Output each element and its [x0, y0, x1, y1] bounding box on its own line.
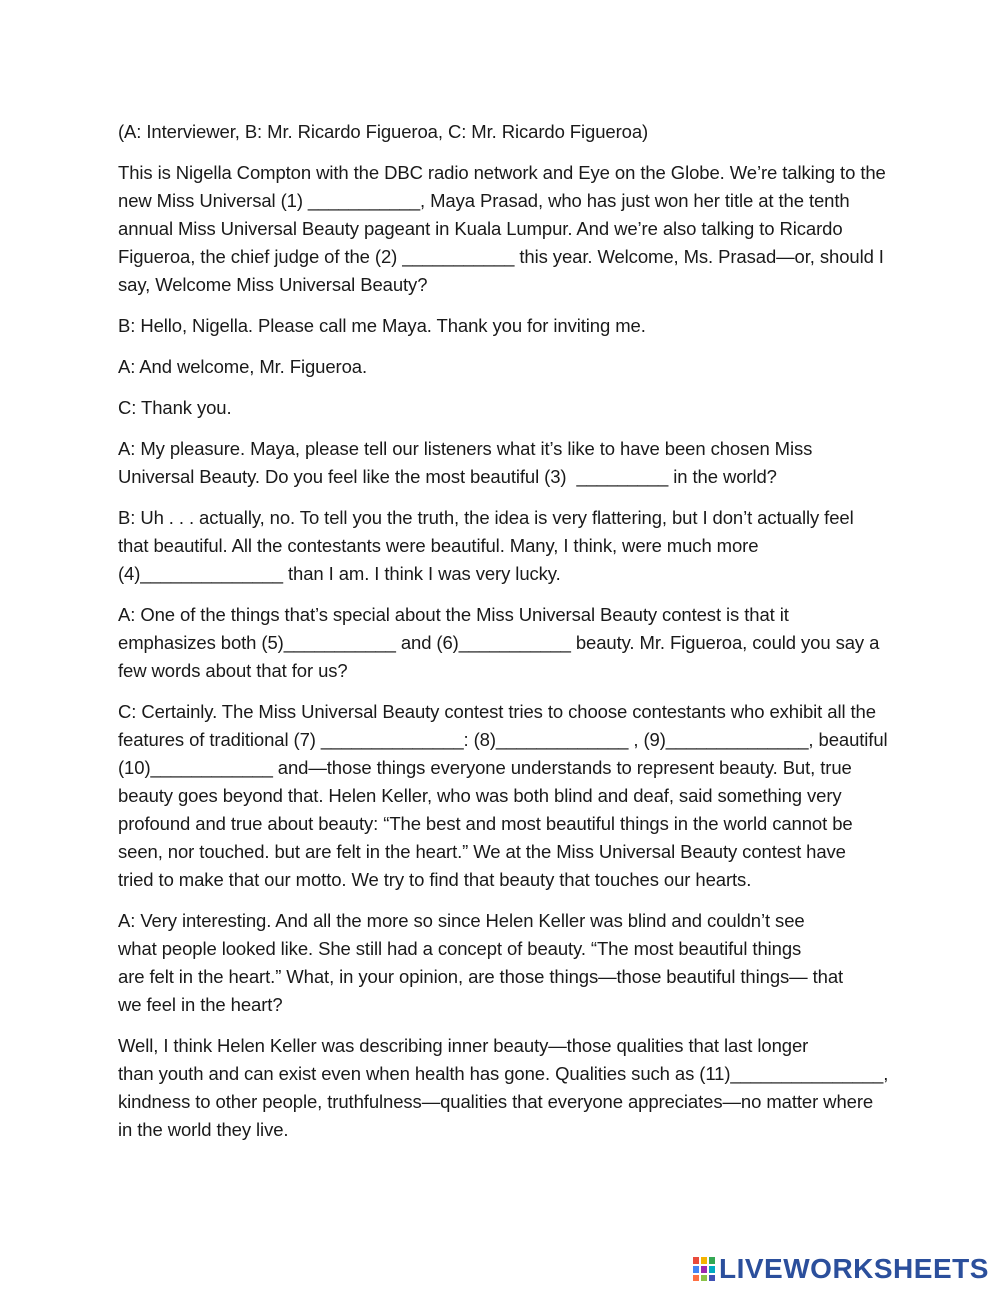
liveworksheets-logo-icon: [693, 1257, 715, 1281]
liveworksheets-logo[interactable]: [693, 1252, 989, 1286]
text-line: annual Miss Universal Beauty pageant in Kuala Lumpur. And we’re also talking to Ricardo: [118, 218, 843, 239]
text-line: A: One of the things that’s special about the Miss Universal Beauty contest is that it: [118, 604, 789, 625]
text-line: A: Very interesting. And all the more so since Helen Keller was blind and couldn’t see: [118, 910, 805, 931]
text-line: Figueroa, the chief judge of the (2) ___________ this year. Welcome, Ms. Prasad—or, should I: [118, 246, 884, 267]
paragraph: [118, 698, 938, 894]
text-line: emphasizes both (5)___________ and (6)___________ beauty. Mr. Figueroa, could you say a: [118, 632, 880, 653]
text-line: seen, nor touched. but are felt in the heart.” We at the Miss Universal Beauty contest have: [118, 841, 846, 862]
text-line: B: Uh . . . actually, no. To tell you the truth, the idea is very flattering, but I don’t actually feel: [118, 507, 854, 528]
paragraph: [118, 353, 938, 381]
text-line: that beautiful. All the contestants were beautiful. Many, I think, were much more: [118, 535, 759, 556]
text-line: features of traditional (7) ______________: (8)_____________ , (9)______________, beautiful: [118, 729, 888, 750]
text-line: A: My pleasure. Maya, please tell our listeners what it’s like to have been chosen Miss: [118, 438, 813, 459]
logo-wordmark: LIVEWORKSHEETS: [719, 1253, 989, 1284]
text-line: (10)____________ and—those things everyone understands to represent beauty. But, true: [118, 757, 852, 778]
text-line: A: And welcome, Mr. Figueroa.: [118, 356, 368, 377]
text-line: (A: Interviewer, B: Mr. Ricardo Figueroa, C: Mr. Ricardo Figueroa): [118, 121, 649, 142]
text-line: in the world they live.: [118, 1119, 289, 1140]
paragraph: [118, 435, 938, 491]
text-line: (4)______________ than I am. I think I was very lucky.: [118, 563, 561, 584]
text-line: C: Certainly. The Miss Universal Beauty contest tries to choose contestants who exhibit all the: [118, 701, 876, 722]
text-line: Universal Beauty. Do you feel like the most beautiful (3) _________ in the world?: [118, 466, 777, 487]
text-line: what people looked like. She still had a concept of beauty. “The most beautiful things: [118, 938, 802, 959]
paragraph: [118, 1032, 938, 1144]
text-line: tried to make that our motto. We try to find that beauty that touches our hearts.: [118, 869, 752, 890]
text-line: profound and true about beauty: “The best and most beautiful things in the world cannot be: [118, 813, 853, 834]
text-line: are felt in the heart.” What, in your opinion, are those things—those beautiful things— that: [118, 966, 844, 987]
text-line: C: Thank you.: [118, 397, 232, 418]
paragraph: [118, 118, 938, 146]
text-line: few words about that for us?: [118, 660, 348, 681]
paragraph: [118, 394, 938, 422]
paragraph: [118, 312, 938, 340]
paragraph: [118, 907, 938, 1019]
text-line: Well, I think Helen Keller was describing inner beauty—those qualities that last longer: [118, 1035, 809, 1056]
text-line: than youth and can exist even when health has gone. Qualities such as (11)_______________,: [118, 1063, 889, 1084]
text-line: new Miss Universal (1) ___________, Maya Prasad, who has just won her title at the tenth: [118, 190, 850, 211]
text-line: This is Nigella Compton with the DBC radio network and Eye on the Globe. We’re talking to the: [118, 162, 886, 183]
text-line: say, Welcome Miss Universal Beauty?: [118, 274, 428, 295]
text-line: B: Hello, Nigella. Please call me Maya. Thank you for inviting me.: [118, 315, 646, 336]
text-line: beauty goes beyond that. Helen Keller, who was both blind and deaf, said something very: [118, 785, 842, 806]
worksheet-text: [118, 118, 938, 1157]
paragraph: [118, 601, 938, 685]
text-line: we feel in the heart?: [118, 994, 283, 1015]
paragraph: [118, 504, 938, 588]
text-line: kindness to other people, truthfulness—qualities that everyone appreciates—no matter where: [118, 1091, 874, 1112]
paragraph: [118, 159, 938, 299]
